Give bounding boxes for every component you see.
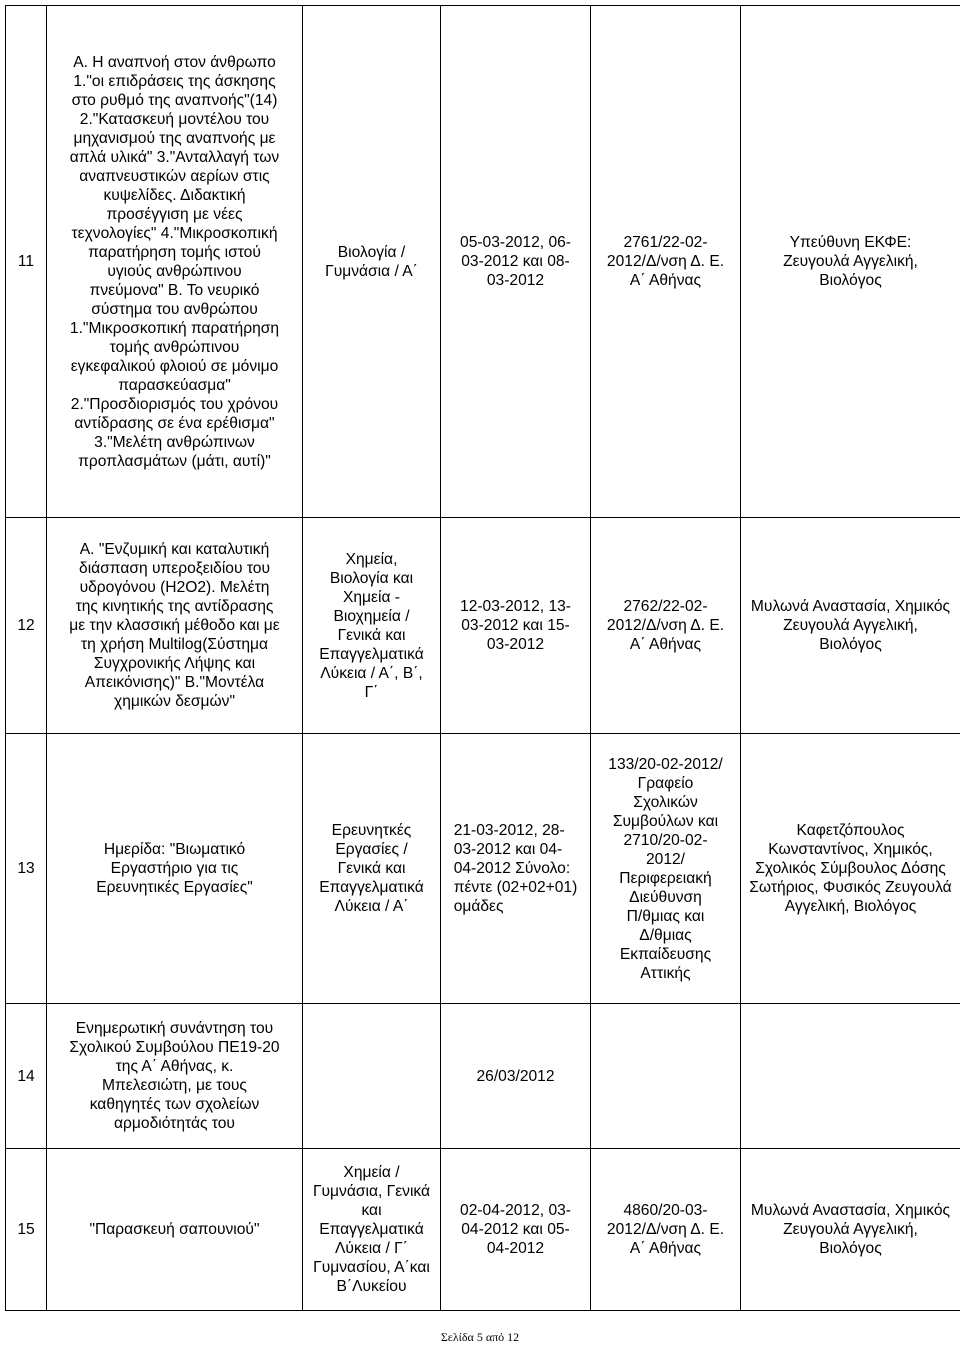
activity-title: Α. Η αναπνοή στον άνθρωπο 1."οι επιδράσεις της άσκησης στο ρυθμό της αναπνοής"(14) 2."Κατασκευή μοντέλου του μηχανισμού της αναπνοής με απλά υλικά" 3."Ανταλλαγή των αναπνευστικών αερίων στις κυψελίδες. Διδακτική προσέγγιση με νέες τεχνολογίες" 4."Μικροσκοπική παρατήρηση τομής ιστού υγιούς ανθρώπινου πνεύμονα" Β. Το νευρικό σύστημα του ανθρώπου 1."Μικροσκοπική παρατήρηση τομής ανθρώπινου εγκεφαλικού φλοιού σε μόνιμο παρασκεύασμα" 2."Προσδιορισμός του χρόνου αντίδρασης σε ένα ερέθισμα" 3."Μελέτη ανθρώπινων προπλασμάτων (μάτι, αυτί)": [47, 6, 303, 518]
page-footer: Σελίδα 5 από 12: [440, 1330, 520, 1344]
responsible-persons: Καφετζόπουλος Κωνσταντίνος, Χημικός, Σχολικός Σύμβουλος Δόσης Σωτήριος, Φυσικός Ζευγουλά Αγγελική, Βιολόγος: [741, 734, 960, 1004]
activities-table: [5, 5, 960, 1311]
activity-title: Ενημερωτική συνάντηση του Σχολικού Συμβούλου ΠΕ19-20 της Α΄ Αθήνας, κ. Μπελεσιώτη, με τους καθηγητές των σχολείων αρμοδιότητάς του: [47, 1004, 303, 1149]
subject-level: Βιολογία / Γυμνάσια / Α΄: [303, 6, 441, 518]
subject-level: Χημεία, Βιολογία και Χημεία - Βιοχημεία / Γενικά και Επαγγελματικά Λύκεια / Α΄, Β΄, Γ΄: [303, 518, 441, 734]
table-row: [6, 6, 960, 518]
dates: 12-03-2012, 13- 03-2012 και 15- 03-2012: [441, 518, 591, 734]
row-number: 11: [6, 6, 47, 518]
protocol-number: 133/20-02-2012/ Γραφείο Σχολικών Συμβούλων και 2710/20-02- 2012/ Περιφερειακή Διεύθυνση Π/θμιας και Δ/θμιας Εκπαίδευσης Αττικής: [591, 734, 741, 1004]
dates-text: 21-03-2012, 28- 03-2012 και 04- 04-2012 Σύνολο: πέντε (02+02+01) ομάδες: [453, 822, 578, 915]
activity-title: Ημερίδα: "Βιωματικό Εργαστήριο για τις Ερευνητικές Εργασίες": [47, 734, 303, 1004]
responsible-persons: Μυλωνά Αναστασία, Χημικός Ζευγουλά Αγγελική, Βιολόγος: [741, 518, 960, 734]
row-number: 12: [6, 518, 47, 734]
table-row: [6, 1004, 960, 1149]
activity-title: "Παρασκευή σαπουνιού": [47, 1149, 303, 1311]
subject-level: Ερευνητκές Εργασίες / Γενικά και Επαγγελματικά Λύκεια / Α΄: [303, 734, 441, 1004]
row-number: 15: [6, 1149, 47, 1311]
responsible-persons: [741, 1004, 960, 1149]
row-number: 13: [6, 734, 47, 1004]
activity-title: Α. "Ενζυμική και καταλυτική διάσπαση υπεροξειδίου του υδρογόνου (H2O2). Μελέτη της κινητικής της αντίδρασης με την κλασσική μέθοδο και με τη χρήση Multilog(Σύστημα Συγχρονικής Λήψης και Απεικόνισης)" Β."Μοντέλα χημικών δεσμών": [47, 518, 303, 734]
table-row: [6, 518, 960, 734]
protocol-number: 2762/22-02- 2012/Δ/νση Δ. Ε. Α΄ Αθήνας: [591, 518, 741, 734]
subject-level: [303, 1004, 441, 1149]
protocol-number: [591, 1004, 741, 1149]
row-number: 14: [6, 1004, 47, 1149]
responsible-persons: Υπεύθυνη ΕΚΦΕ: Ζευγουλά Αγγελική, Βιολόγος: [741, 6, 960, 518]
dates: 26/03/2012: [441, 1004, 591, 1149]
protocol-number: 2761/22-02- 2012/Δ/νση Δ. Ε. Α΄ Αθήνας: [591, 6, 741, 518]
dates: 05-03-2012, 06- 03-2012 και 08- 03-2012: [441, 6, 591, 518]
dates: [441, 734, 591, 1004]
table-row: [6, 734, 960, 1004]
protocol-number: 4860/20-03- 2012/Δ/νση Δ. Ε. Α΄ Αθήνας: [591, 1149, 741, 1311]
dates: 02-04-2012, 03- 04-2012 και 05- 04-2012: [441, 1149, 591, 1311]
table-row: [6, 1149, 960, 1311]
subject-level: Χημεία / Γυμνάσια, Γενικά και Επαγγελματικά Λύκεια / Γ΄ Γυμνασίου, Α΄και Β΄Λυκείου: [303, 1149, 441, 1311]
responsible-persons: Μυλωνά Αναστασία, Χημικός Ζευγουλά Αγγελική, Βιολόγος: [741, 1149, 960, 1311]
